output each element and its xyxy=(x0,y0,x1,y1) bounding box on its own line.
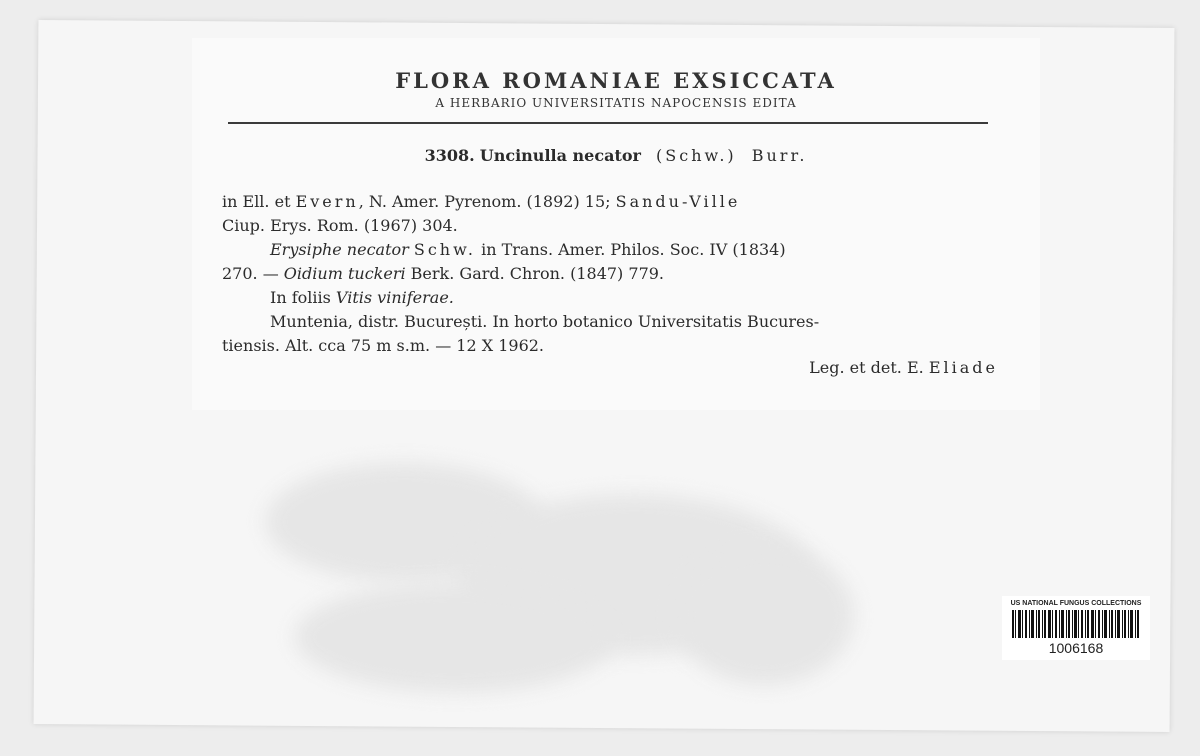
citation-text: Berk. Gard. Chron. (1847) 779. xyxy=(405,264,665,283)
title-rule xyxy=(228,122,988,124)
host-name: Vitis viniferae. xyxy=(335,288,454,307)
species-author-paren: (Schw.) xyxy=(656,146,737,165)
synonym-name: Oidium tuckeri xyxy=(283,264,406,283)
citation-text: in Ell. et xyxy=(222,192,296,211)
species-number: 3308. xyxy=(424,146,475,165)
barcode-icon xyxy=(1010,610,1142,638)
host-text: In foliis xyxy=(270,288,336,307)
barcode-label xyxy=(1002,596,1150,660)
collector-prefix: Leg. et det. E. xyxy=(809,358,929,377)
barcode-number: 1006168 xyxy=(1048,640,1104,656)
citation-line-2: Ciup. Erys. Rom. (1967) 304. xyxy=(222,216,458,235)
author-name: Evern xyxy=(295,192,359,211)
author-name: Schw. xyxy=(413,240,476,259)
synonym-name: Erysiphe necator xyxy=(270,240,409,259)
synonym-line-1 xyxy=(270,240,786,259)
barcode-header: US NATIONAL FUNGUS COLLECTIONS xyxy=(1010,600,1142,607)
specimen-shadow xyxy=(674,544,855,685)
specimen-shadow xyxy=(294,582,615,694)
species-name: Uncinulla necator xyxy=(479,146,641,165)
locality-line-1: Muntenia, distr. București. In horto botanico Universitatis Bucures- xyxy=(270,312,820,331)
host-line xyxy=(270,288,454,307)
label-subtitle: A HERBARIO UNIVERSITATIS NAPOCENSIS EDITA xyxy=(435,96,797,110)
synonym-line-2 xyxy=(222,264,664,283)
species-heading xyxy=(192,146,1040,165)
species-author: Burr. xyxy=(751,146,808,165)
citation-text: 270. — xyxy=(222,264,284,283)
collector-line xyxy=(809,358,998,377)
citation-text: , N. Amer. Pyrenom. (1892) 15; xyxy=(358,192,616,211)
citation-line-1 xyxy=(222,192,740,211)
author-name: Sandu-Ville xyxy=(615,192,741,211)
collector-name: Eliade xyxy=(928,358,998,377)
exsiccata-label xyxy=(192,38,1040,410)
locality-line-2: tiensis. Alt. cca 75 m s.m. — 12 X 1962. xyxy=(222,336,545,355)
citation-text: in Trans. Amer. Philos. Soc. IV (1834) xyxy=(475,240,786,259)
label-title: FLORA ROMANIAE EXSICCATA xyxy=(395,68,837,93)
